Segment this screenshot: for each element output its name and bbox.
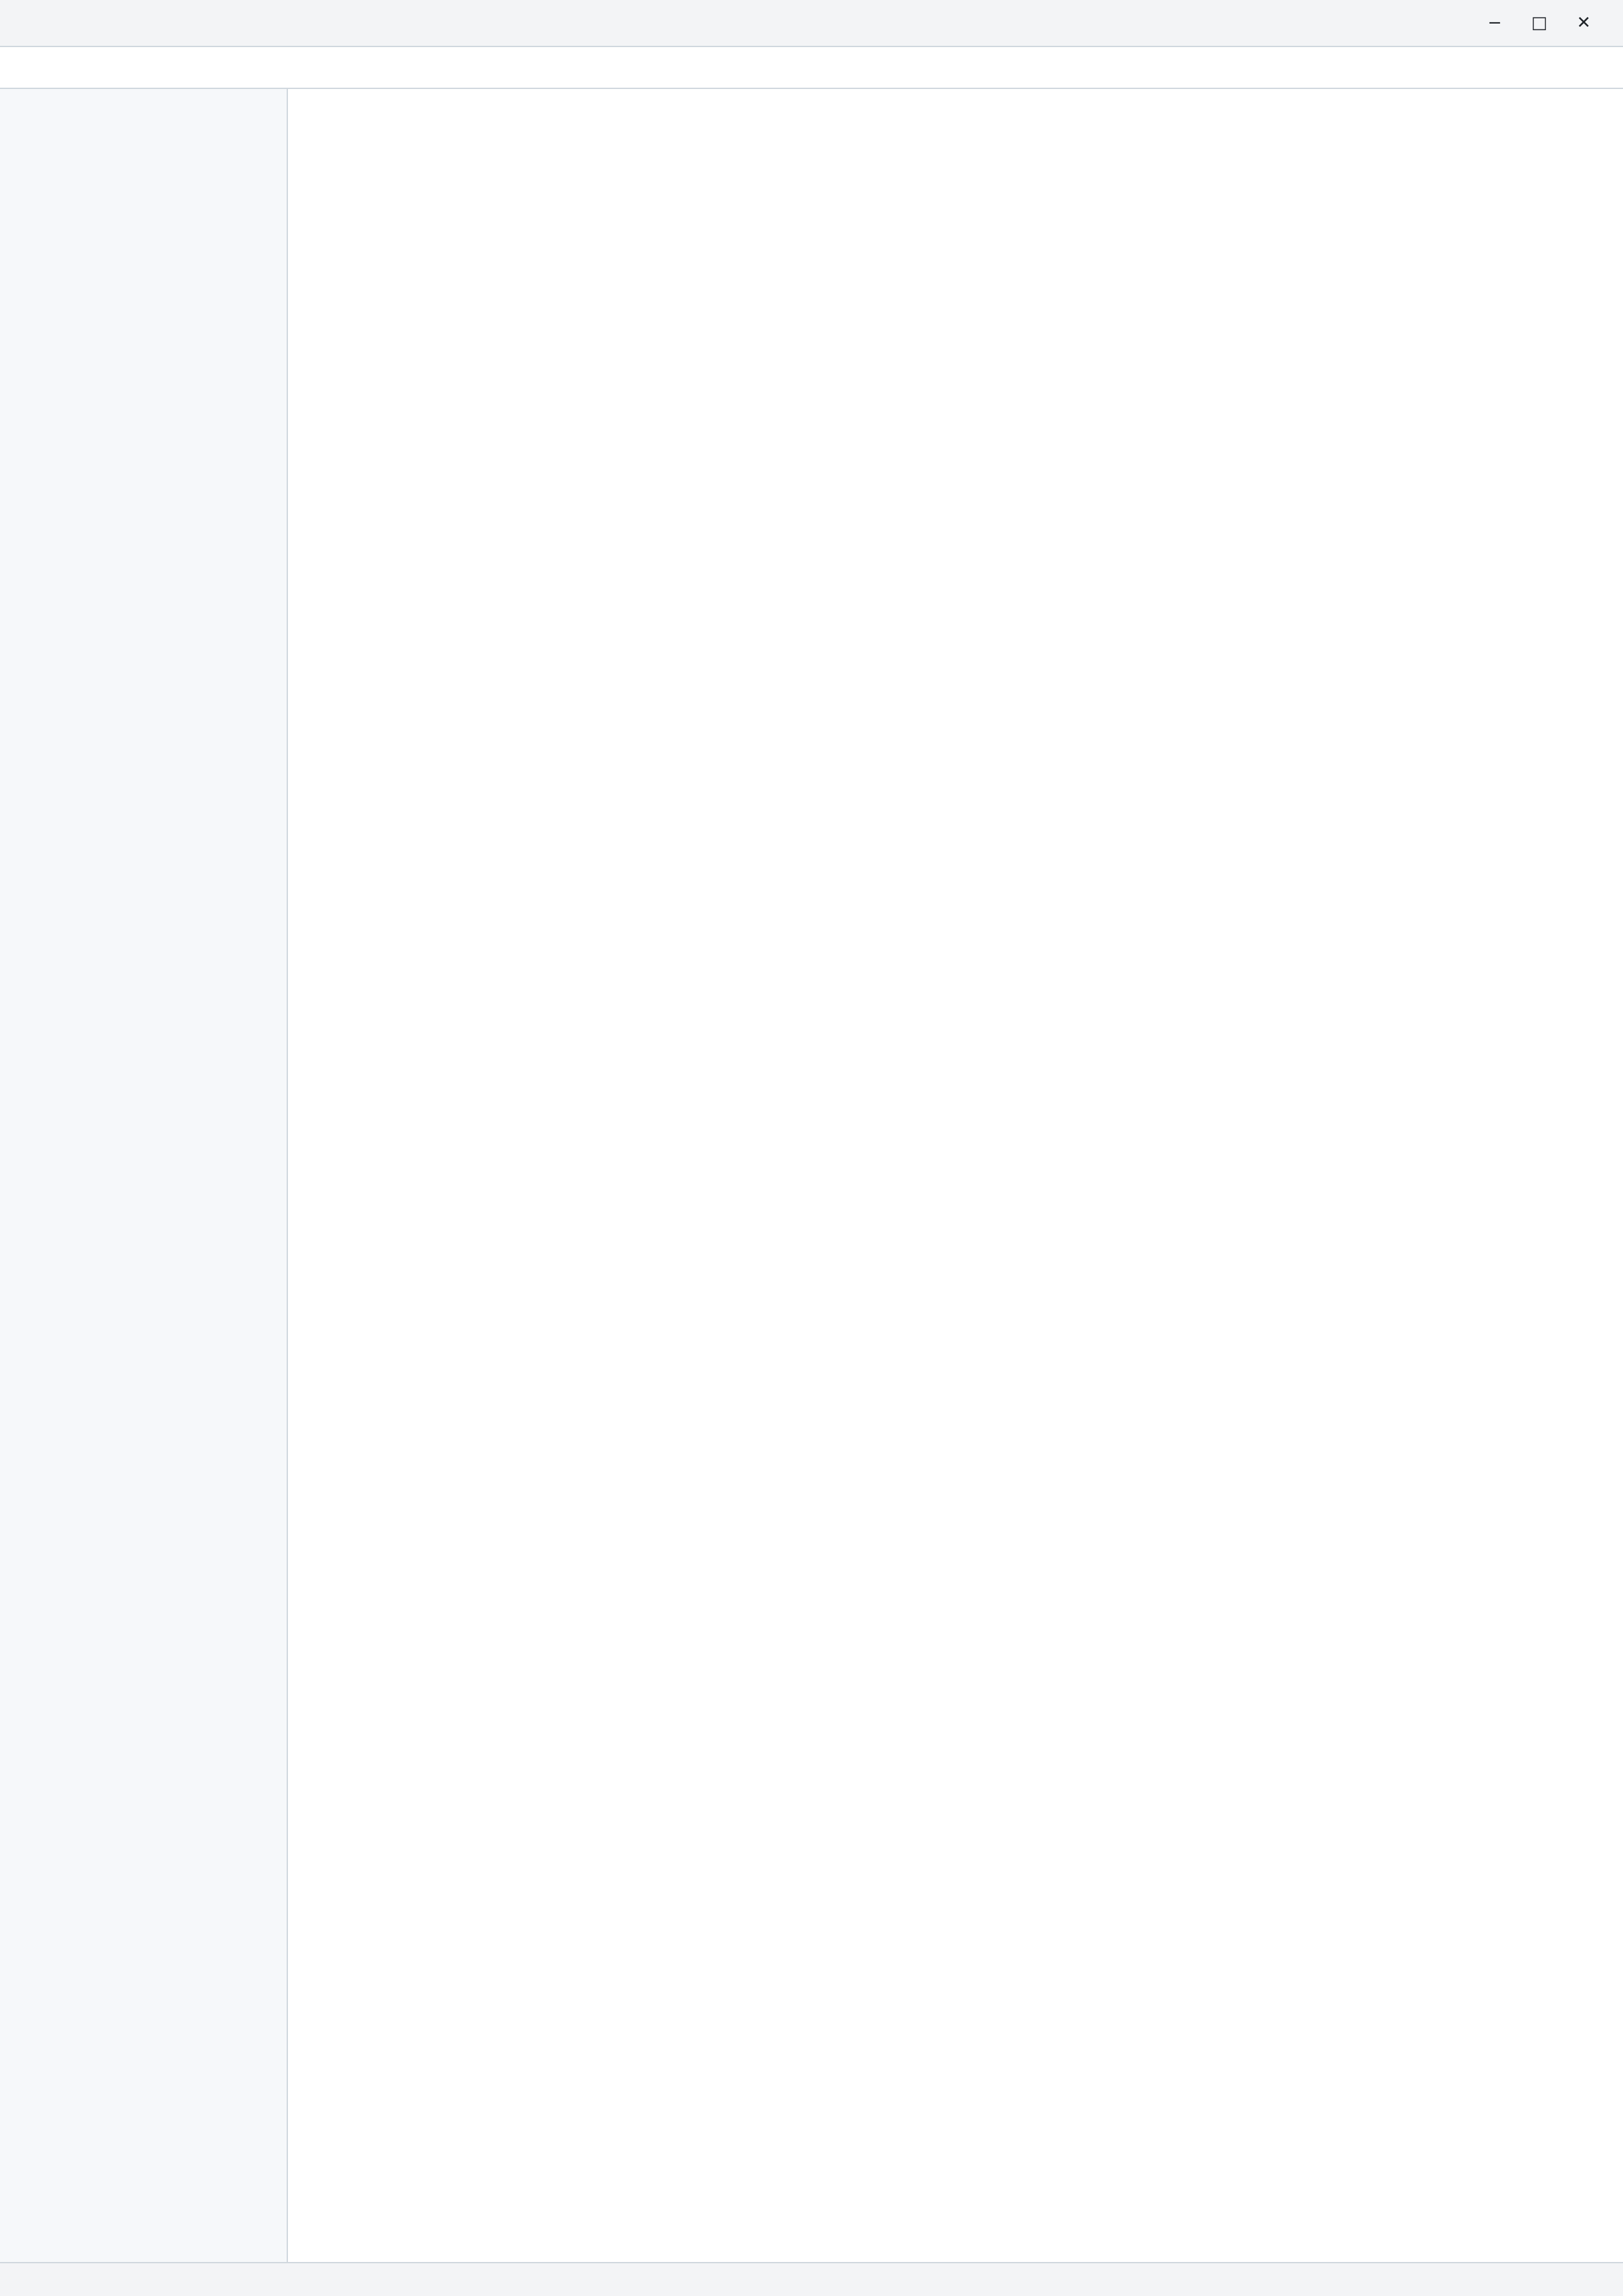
main-area	[0, 89, 1623, 2262]
content-pane	[288, 89, 1623, 2262]
title-bar	[0, 0, 1623, 47]
minimize-icon[interactable]: −	[1488, 13, 1502, 33]
tab-bar	[0, 47, 1623, 89]
maximize-icon[interactable]: □	[1531, 13, 1548, 33]
status-bar	[0, 2262, 1623, 2296]
window-controls	[1476, 9, 1602, 37]
close-icon[interactable]: ✕	[1577, 13, 1591, 33]
sidebar	[0, 89, 288, 2262]
